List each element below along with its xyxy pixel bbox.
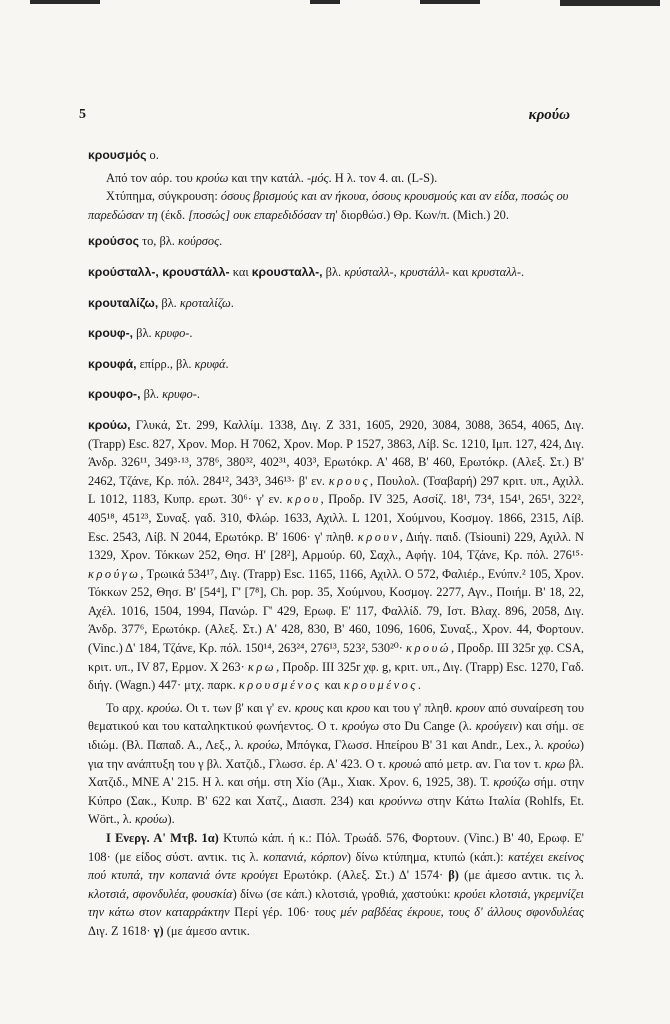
scan-artifact [310,0,340,4]
lemma: κρουφ-, [88,326,134,341]
scan-artifact [30,0,100,4]
entry-krouo-forms: κρούω, Γλυκά, Στ. 299, Καλλίμ. 1338, Διγ. Ζ 331, 1605, 2920, 3084, 3088, 3654, 4065, Διγ. (Trapp) Esc. 827, Χρον. Μορ. Η 7062, Χρον. Μορ. Ρ 1527, 3863, Λίβ. Sc. 1210, Ιμπ. 127, 424, Διγ. Άνδρ. 326¹¹, 349³·¹³, 378⁶, 380³², 402³¹, 403³, Ερωτόκρ. Α' 468, Β' 460, Ερωτόκρ. (Αλεξ. Στ.) Β' 2462, Τζάνε, Κρ. πόλ. 284¹², 343³, 346¹³· β' εν. κρους, Πουλολ. (Τσαβαρή) 297 κριτ. υπ., Αχιλλ. L 1012, 1183, Κυπρ. ερωτ. 30⁶· γ' εν. κρου, Προδρ. IV 325, Ασσίζ. 18¹, 73⁴, 154¹, 265¹, 322², 405¹⁸, 451²³, Συναξ. γαδ. 310, Φλώρ. 1633, Αχιλλ. L 1201, Χούμνου, Κοσμογ. 1866, 2315, Λίβ. Esc. 2543, Λίβ. N 2044, Ερωτόκρ. Β' 1606· γ' πληθ. κρουν, Διήγ. παιδ. (Tsiouni) 229, Αχιλλ. N 1329, Χρον. Τόκκων 252, Θησ. Η' [28²], Αρμούρ. 60, Σαχλ., Αφήγ. 104, Τζάνε, Κρ. πόλ. 276¹⁵· κρούγω, Τρωικά 534¹⁷, Διγ. (Trapp) Esc. 1165, 1166, Αχιλλ. Ο 572, Φαλιέρ., Ενύπν.² 105, Χρον. Τόκκων 252, Θησ. Β' [54⁴], Γ' [7⁸], Ch. pop. 35, Χούμνου, Κοσμογ. 2277, Αγν., Ποιήμ. Β' 18, 22, Αχέλ. 1016, 1504, 1994, Πανώρ. Γ' 429, Ερωφ. Ε' 117, Φαλλίδ. 79, Ιστ. Βλαχ. 896, 2058, Διγ. Άνδρ. 377⁶, Ερωτόκρ. (Αλεξ. Στ.) Α' 428, 830, Β' 460, 1096, 1606, Συναξ., Χρον. 44, Φορτουν. (Vinc.) Δ' 184, Τζάνε, Κρ. πόλ. 150¹⁴, 263²⁴, 276¹³, 523², 530²⁰· κρουώ, Προδρ. III 325r χφ. CSA, κριτ. υπ., IV 87, Ερμον. Χ 263· κρω, Προδρ. III 325r χφ. g, κριτ. υπ., Διγ. (Trapp) Esc. 1270, Γαδ. διήγ. (Wagn.) 447· μτχ. παρκ. κρουσμένος και κρουμένος. [88,417,585,693]
entry-krouo-etymology: Το αρχ. κρούω. Οι τ. των β' και γ' εν. κρους και κρου και του γ' πληθ. κρουν από συναίρεση του θεματικού και του καταληκτικού φωνήεντος. Ο τ. κρούγω στο Du Cange (λ. κρούγειν) και σήμ. σε ιδιώμ. (Βλ. Παπαδ. Α., Λεξ., λ. κρούω, Μπόγκα, Γλωσσ. Ηπείρου Β' 31 και Andr., Lex., λ. κρούω) για την ανάπτυξη του γ βλ. Χατζιδ., Γλωσσ. έρ. Α' 423. Ο τ. κρουώ από μετρ. αν. Για τον τ. κρω βλ. Χατζιδ., ΜΝΕ Α' 215. Η λ. και σήμ. στη Χίο (Άμ., Χιακ. Χρον. 6, 1925, 38). Τ. κρούζω σήμ. στην Κύπρο (Σακ., Κυπρ. Β' 622 και Χατζ., Διασπ. 234) και κρούννω στην Κάτω Ιταλία (Rohlfs, Et. Wört., λ. κρούω). [88,700,585,827]
lemma: κρουφο-, [88,387,141,402]
lemma: κρουφά, [88,356,137,371]
lemma: κρούσταλλ-, κρουστάλλ- [88,264,230,279]
entry-krousmos: κρουσμός ο. [88,148,159,162]
entry-krouf: κρουφ-, βλ. κρυφο-. [88,326,193,341]
entry-krousos: κρούσος το, βλ. κούρσος. [88,234,223,249]
etymology: Από τον αόρ. του κρούω και την κατάλ. -μός. Η λ. τον 4. αι. (L-S). [106,170,438,185]
lemma: κρουταλίζω, [88,295,159,310]
definition: Χτύπημα, σύγκρουση: όσους βρισμούς και αν ήκουα, όσους κρουσμούς και αν είδα, ποσώς ου παρεδώσαν τη (έκδ. [ποσώς] ουκ επαρεδιδόσαν τη' διορθώσ.) Θρ. Κων/π. (Mich.) 20. [88,189,569,222]
dictionary-body [88,146,584,941]
running-headword: κρούω [528,107,570,123]
scan-artifact [560,0,660,6]
lemma: κρουσμός [88,148,147,162]
lemma: κρούω, [88,417,131,432]
entry-krouo-senses: Ι Ενεργ. Α' Μτβ. 1α) Κτυπώ κάπ. ή κ.: Πόλ. Τρωάδ. 576, Φορτουν. (Vinc.) Β' 40, Ερωφ. Ε' 108· (με είδος σύστ. αντικ. τις λ. κοπανιά, κόρπον) δίνω κτύπημα, κτυπώ (κάπ.): κατέχει εκείνος πού κτυπά, την κοπανιά όντε κρούγει Ερωτόκρ. (Αλεξ. Στ.) Δ' 1574· β) (με άμεσο αντικ. τις λ. κλοτσιά, σφονδυλέα, φουσκία) δίνω (σε κάπ.) κλοτσιά, γροθιά, χαστούκι: κρούει κλοτσιά, γκρεμνίζει την κάτω στον καταρράκτην Περί γέρ. 106· τους μέν ραβδέας έκρουε, τους δ' άλλους σφονδυλέας Διγ. Ζ 1618· γ) (με άμεσο αντικ. [88,831,585,938]
entry-krystall: κρούσταλλ-, κρουστάλλ- και κρουσταλλ-, βλ. κρύσταλλ-, κρυστάλλ- και κρυσταλλ-. [88,264,525,279]
entry-kroufo: κρουφο-, βλ. κρυφο-. [88,387,200,402]
running-header [79,107,570,127]
lemma: κρούσος [88,234,139,249]
entry-kroutalizo: κρουταλίζω, βλ. κροταλίζω. [88,295,234,310]
scan-artifact [420,0,480,4]
entry-kroufa: κρουφά, επίρρ., βλ. κρυφά. [88,356,229,371]
page-number: 5 [79,107,86,122]
